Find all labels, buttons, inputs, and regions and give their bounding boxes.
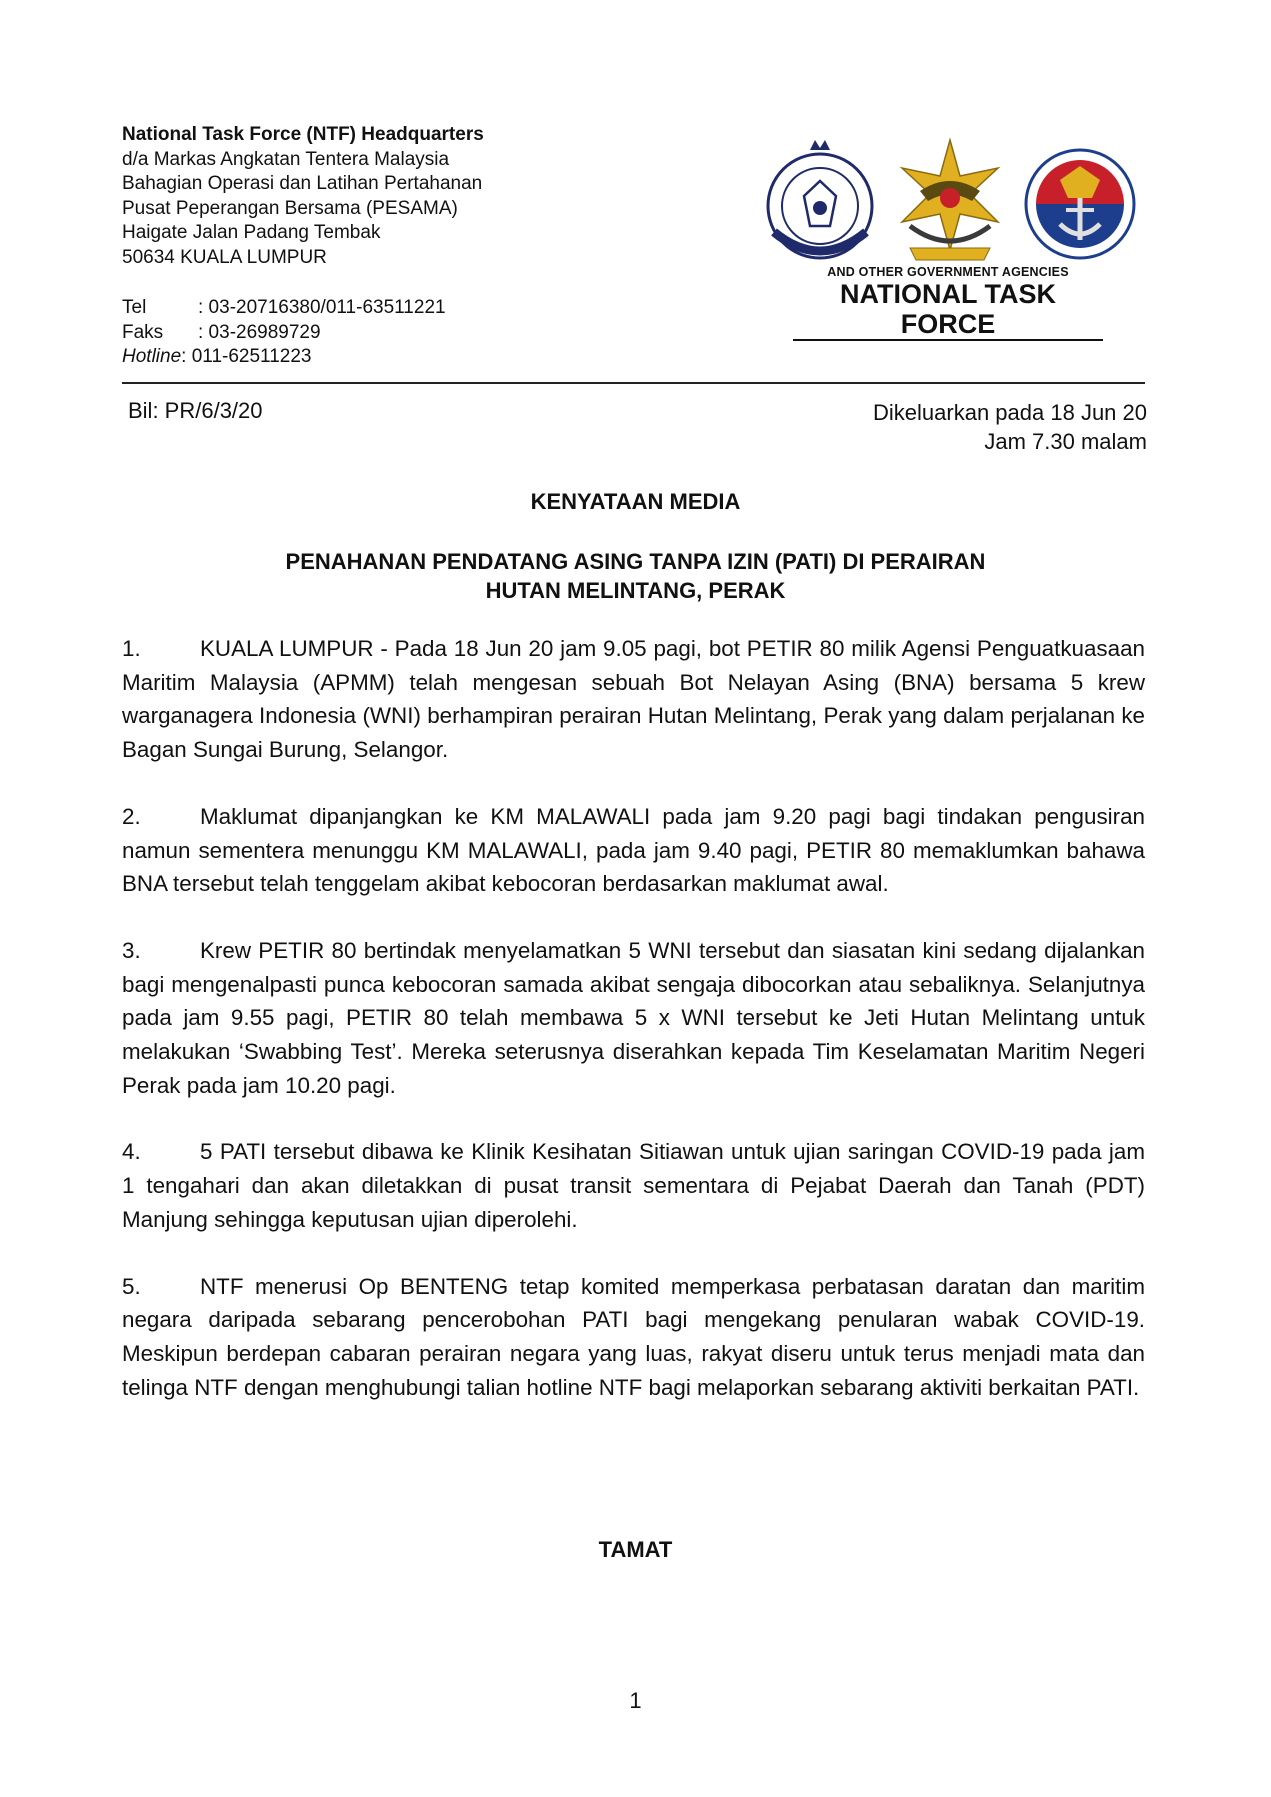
- caption-agencies: AND OTHER GOVERNMENT AGENCIES: [827, 265, 1069, 279]
- paragraph-number: 2.: [122, 803, 141, 829]
- hotline-row: [122, 345, 446, 370]
- fax-label: Faks: [122, 321, 164, 343]
- tel-value: : 03-20716380/011-63511221: [198, 297, 446, 318]
- address-line: Bahagian Operasi dan Latihan Pertahanan: [122, 173, 483, 194]
- tel-label: Tel: [122, 297, 147, 318]
- paragraph-text: 5 PATI tersebut dibawa ke Klinik Kesihatan Sitiawan untuk ujian saringan COVID-19 pada jam 1 tengahari dan akan diletakkan di pusat transit sementara di Pejabat Daerah dan Tanah (PDT) Manjung sehingga keputusan ujian diperolehi.: [122, 1139, 1145, 1232]
- letterhead-address: [122, 123, 642, 270]
- contact-block: [122, 296, 446, 370]
- document-body: [122, 632, 1145, 1437]
- hotline-value: : 011-62511223: [181, 346, 312, 367]
- fax-value: : 03-26989729: [198, 321, 321, 343]
- paragraph: [122, 1135, 1145, 1236]
- address-line: Haigate Jalan Padang Tembak: [122, 222, 381, 243]
- armed-forces-crest-icon: [902, 140, 998, 260]
- document-heading: KENYATAAN MEDIA: [530, 489, 741, 514]
- closing-mark: TAMAT: [598, 1537, 673, 1562]
- paragraph-text: Krew PETIR 80 bertindak menyelamatkan 5 WNI tersebut dan siasatan kini sedang dijalankan bagi mengenalpasti punca kebocoran samada akibat sengaja dibocorkan atau sebaliknya. Selanjutnya pada jam 9.55 pagi, PETIR 80 telah membawa 5 x WNI tersebut ke Jeti Hutan Melintang untuk melakukan ‘Swabbing Test’. Mereka seterusnya diserahkan kepada Tim Keselamatan Maritim Negeri Perak pada jam 10.20 pagi.: [122, 937, 1145, 1098]
- paragraph: [122, 934, 1145, 1103]
- police-crest-icon: [768, 140, 872, 258]
- paragraph-text: KUALA LUMPUR - Pada 18 Jun 20 jam 9.05 pagi, bot PETIR 80 milik Agensi Penguatkuasaan Maritim Malaysia (APMM) telah mengesan sebuah Bot Nelayan Asing (BNA) bersama 5 krew warganagera Indonesia (WNI) berhampiran perairan Hutan Melintang, Perak yang dalam perjalanan ke Bagan Sungai Burung, Selangor.: [122, 636, 1145, 763]
- issued-time: Jam 7.30 malam: [984, 429, 1147, 454]
- issued-date: Dikeluarkan pada 18 Jun 20: [873, 400, 1147, 425]
- paragraph-number: 1.: [122, 636, 141, 661]
- paragraph-number: 4.: [122, 1139, 141, 1165]
- logo-caption: [793, 265, 1103, 341]
- paragraph-number: 5.: [122, 1273, 141, 1299]
- reference-number: Bil: PR/6/3/20: [128, 398, 263, 423]
- subject-line: PENAHANAN PENDATANG ASING TANPA IZIN (PATI) DI PERAIRAN: [285, 549, 986, 574]
- paragraph-text: Maklumat dipanjangkan ke KM MALAWALI pada jam 9.20 pagi bagi tindakan pengusiran namun sementera menunggu KM MALAWALI, pada jam 9.40 pagi, PETIR 80 memaklumkan bahawa BNA tersebut telah tenggelam akibat kebocoran berdasarkan maklumat awal.: [122, 803, 1145, 897]
- document-subject: [150, 547, 1121, 605]
- paragraph: [122, 1270, 1145, 1405]
- subject-line: HUTAN MELINTANG, PERAK: [485, 578, 786, 603]
- fax-row: [122, 321, 446, 346]
- address-line: Pusat Peperangan Bersama (PESAMA): [122, 197, 458, 219]
- address-line: d/a Markas Angkatan Tentera Malaysia: [122, 148, 450, 170]
- org-name: National Task Force (NTF) Headquarters: [122, 124, 484, 145]
- header-divider: [122, 382, 1145, 384]
- caption-ntf: NATIONAL TASK FORCE: [793, 279, 1103, 341]
- paragraph: [122, 800, 1145, 901]
- paragraph-text: NTF menerusi Op BENTENG tetap komited memperkasa perbatasan daratan dan maritim negara daripada sebarang pencerobohan PATI bagi mengekang penularan wabak COVID-19. Meskipun berdepan cabaran perairan negara yang luas, rakyat diseru untuk terus menjadi mata dan telinga NTF dengan menghubungi talian hotline NTF bagi melaporkan sebarang aktiviti berkaitan PATI.: [122, 1273, 1145, 1400]
- issued-info: [873, 398, 1147, 456]
- agency-logos: [760, 136, 1145, 276]
- tel-row: [122, 296, 446, 321]
- paragraph: [122, 632, 1145, 767]
- page-number: 1: [629, 1688, 642, 1713]
- paragraph-number: 3.: [122, 937, 141, 963]
- address-line: 50634 KUALA LUMPUR: [122, 246, 327, 268]
- maritime-crest-icon: [1026, 150, 1134, 258]
- hotline-label: Hotline: [122, 346, 182, 367]
